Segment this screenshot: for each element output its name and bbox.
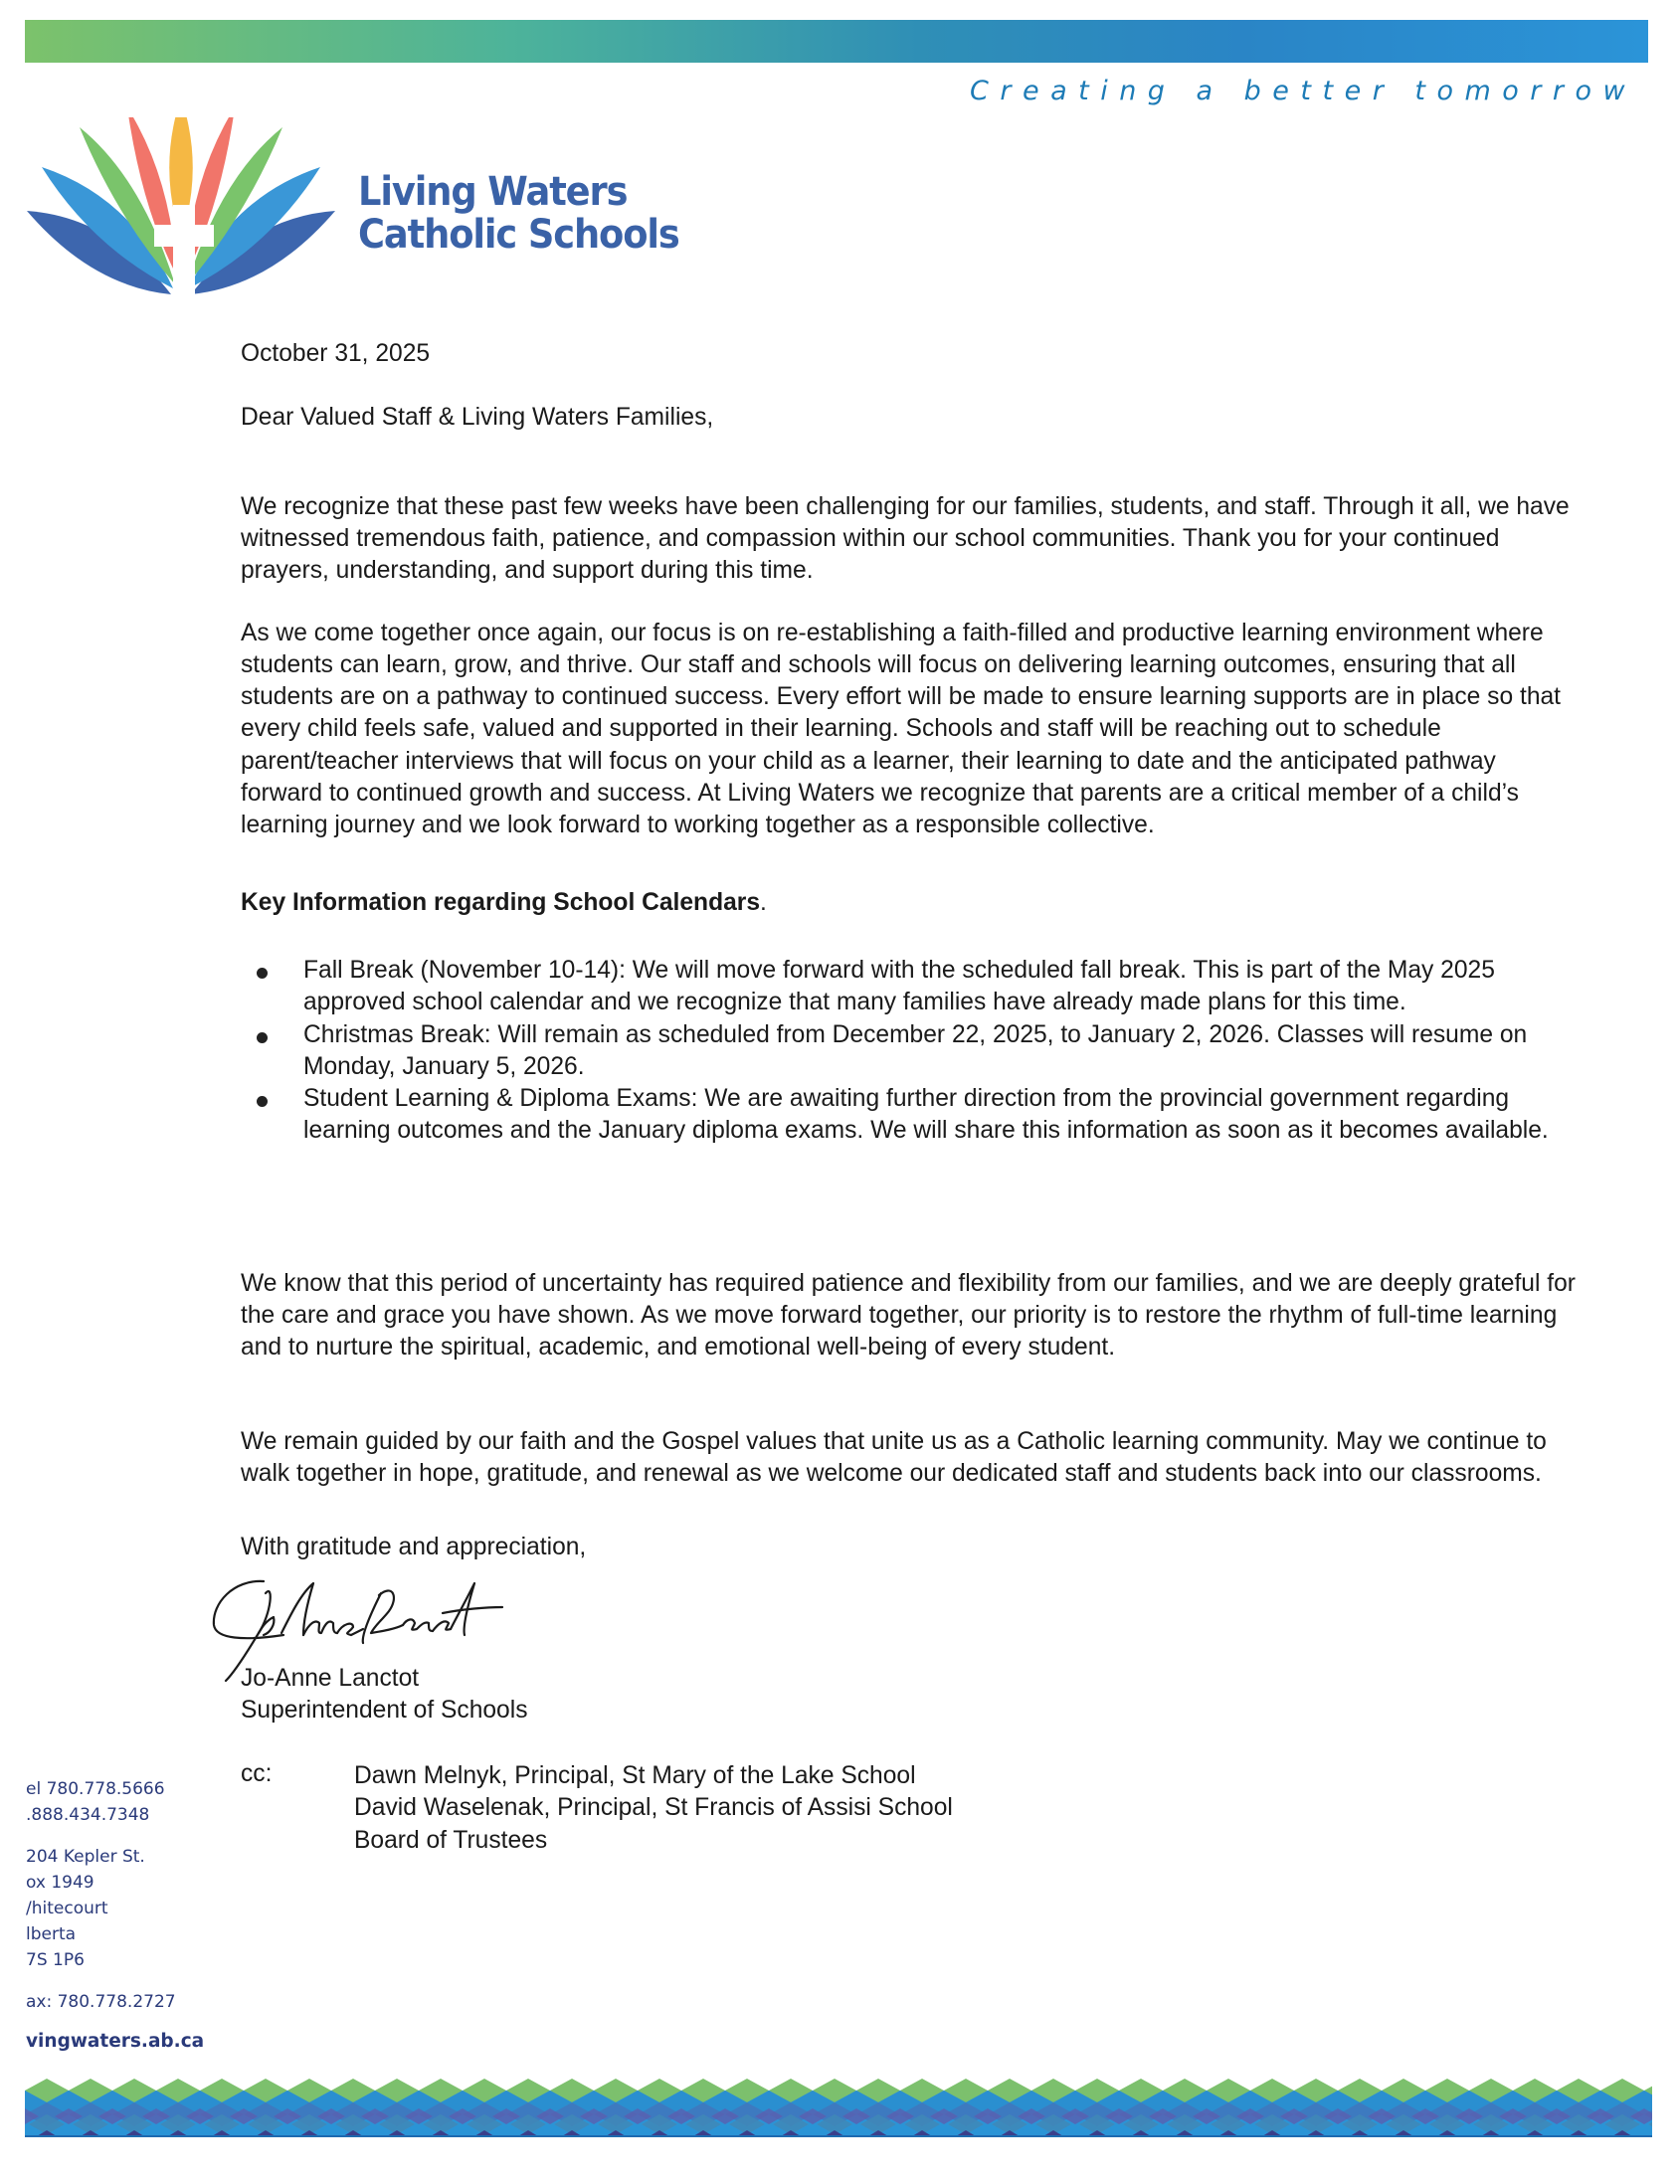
closing: With gratitude and appreciation, <box>241 1534 587 1560</box>
salutation: Dear Valued Staff & Living Waters Families, <box>241 404 714 431</box>
cc-label: cc: <box>241 1760 273 1787</box>
address-line: 7S 1P6 <box>26 1950 85 1970</box>
key-info-heading-text: Key Information regarding School Calendars <box>241 889 761 916</box>
cc-recipient: Board of Trustees <box>354 1826 548 1854</box>
list-item-text: Student Learning & Diploma Exams: We are awaiting further direction from the provincial government regarding learning outcomes and the January diploma exams. We will share this information as soon as it becomes available. <box>303 1085 1549 1145</box>
cc-recipient: David Waselenak, Principal, St Francis of Assisi School <box>354 1794 953 1822</box>
list-item <box>241 955 1579 1019</box>
key-info-heading <box>241 889 767 917</box>
lotus-cross-logo-icon <box>22 117 340 302</box>
paragraph-faith: We remain guided by our faith and the Gospel values that unite us as a Catholic learning community. May we continue to walk together in hope, gratitude, and renewal as we welcome our dedicated staff and students back into our classrooms. <box>241 1427 1547 1487</box>
key-info-heading-punct: . <box>760 889 767 916</box>
address-line: lberta <box>26 1924 77 1944</box>
bullet-icon <box>257 1096 268 1107</box>
brand-name-line2: Catholic Schools <box>358 212 679 258</box>
cc-list <box>354 1760 953 1857</box>
address-line: ox 1949 <box>26 1873 94 1893</box>
paragraph-focus: As we come together once again, our focus is on re-establishing a faith-filled and productive learning environment where students can learn, grow, and thrive. Our staff and schools will focus on delivering learning outcomes, ensuring that all students are on a pathway to continued success. Every effort will be made to ensure learning supports are in place so that every child feels safe, valued and supported in their learning. Schools and staff will be reaching out to schedule parent/teacher interviews that will focus on your child as a learner, their learning to date and the anticipated pathway forward to continued growth and success. At Living Waters we recognize that parents are a critical member of a child’s learning journey and we look forward to working together as a responsible collective. <box>241 619 1562 839</box>
address-line: 204 Kepler St. <box>26 1847 145 1867</box>
signer-name: Jo-Anne Lanctot <box>241 1665 420 1692</box>
paragraph-intro: We recognize that these past few weeks have been challenging for our families, students, and staff. Through it all, we have witnessed tremendous faith, patience, and compassion within our school communities. Thank you for your continued prayers, understanding, and support during this time. <box>241 492 1570 585</box>
contact-info <box>26 1776 204 2055</box>
letter-date: October 31, 2025 <box>241 340 431 367</box>
list-item-text: Christmas Break: Will remain as scheduled from December 22, 2025, to January 2, 2026. Classes will resume on Monday, January 5, 2026. <box>303 1020 1528 1080</box>
bullet-icon <box>257 968 268 979</box>
key-info-list <box>241 955 1579 1148</box>
website-link[interactable]: vingwaters.ab.ca <box>26 2031 205 2052</box>
brand-name-line1: Living Waters <box>358 169 628 215</box>
paragraph-gratitude: We know that this period of uncertainty has required patience and flexibility from our families, and we are deeply grateful for the care and grace you have shown. As we move forward together, our priority is to restore the rhythm of full-time learning and to nurture the spiritual, academic, and emotional well-being of every student. <box>241 1269 1576 1362</box>
spacer <box>26 1973 204 1989</box>
cc-recipient: Dawn Melnyk, Principal, St Mary of the Lake School <box>354 1762 916 1789</box>
phone-number: el 780.778.5666 <box>26 1779 165 1799</box>
list-item-text: Fall Break (November 10-14): We will move forward with the scheduled fall break. This is part of the May 2025 approved school calendar and we recognize that many families have already made plans for this time. <box>303 957 1495 1016</box>
address-line: /hitecourt <box>26 1899 108 1918</box>
bullet-icon <box>257 1032 268 1043</box>
spacer <box>26 1828 204 1844</box>
toll-free-number: .888.434.7348 <box>26 1805 150 1825</box>
diamond-pattern-band <box>25 2079 1652 2138</box>
tagline: Creating a better tomorrow <box>970 76 1637 106</box>
list-item <box>241 1083 1579 1148</box>
header-gradient-bar <box>25 20 1648 63</box>
signer-title: Superintendent of Schools <box>241 1697 528 1724</box>
list-item <box>241 1019 1579 1084</box>
fax-number: ax: 780.778.2727 <box>26 1992 176 2012</box>
brand-logo-text <box>358 171 679 257</box>
